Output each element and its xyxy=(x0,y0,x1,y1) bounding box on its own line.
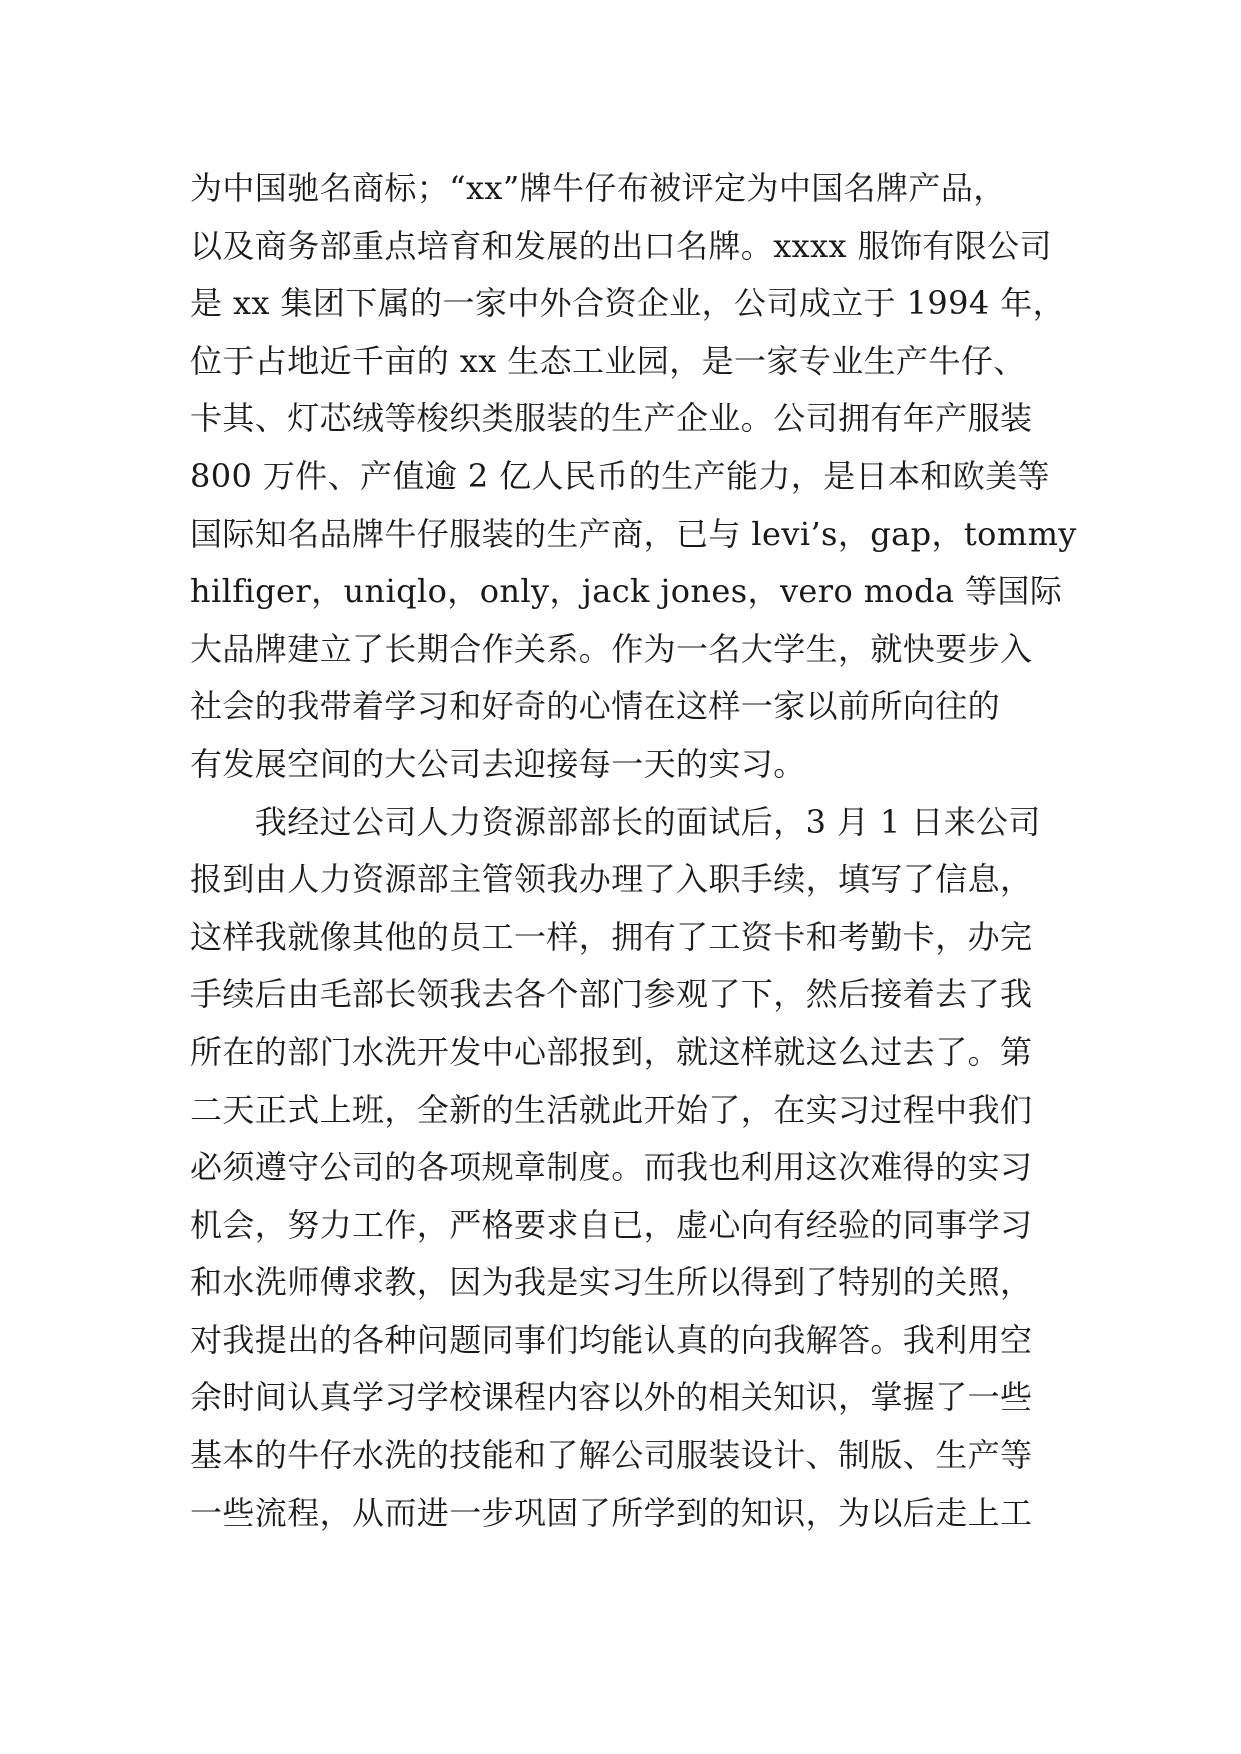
text-line: 必须遵守公司的各项规章制度。而我也利用这次难得的实习 xyxy=(190,1148,1033,1187)
text-line: 余时间认真学习学校课程内容以外的相关知识，掌握了一些 xyxy=(190,1378,1033,1417)
text-line: 所在的部门水洗开发中心部报到，就这样就这么过去了。第 xyxy=(190,1032,1033,1071)
text-line: hilfiger，uniqlo，only，jack jones，vero moda 等国际 xyxy=(190,572,1063,611)
text-line: 这样我就像其他的员工一样，拥有了工资卡和考勤卡，办完 xyxy=(190,917,1033,956)
text-line: 卡其、灯芯绒等梭织类服装的生产企业。公司拥有年产服装 xyxy=(190,399,1033,438)
text-line: 社会的我带着学习和好奇的心情在这样一家以前所向往的 xyxy=(190,687,1001,726)
text-line: 手续后由毛部长领我去各个部门参观了下，然后接着去了我 xyxy=(190,975,1033,1014)
text-line: 基本的牛仔水洗的技能和了解公司服装设计、制版、生产等 xyxy=(190,1436,1033,1475)
text-line: 大品牌建立了长期合作关系。作为一名大学生，就快要步入 xyxy=(190,629,1033,668)
text-line: 有发展空间的大公司去迎接每一天的实习。 xyxy=(190,744,806,783)
paragraph-start-line: 我经过公司人力资源部部长的面试后，3 月 1 日来公司 xyxy=(190,802,1041,841)
text-line: 为中国驰名商标；“xx”牌牛仔布被评定为中国名牌产品， xyxy=(190,169,1006,207)
text-line: 国际知名品牌牛仔服装的生产商，已与 levi’s，gap，tommy xyxy=(190,514,1077,553)
text-line: 对我提出的各种问题同事们均能认真的向我解答。我利用空 xyxy=(190,1320,1033,1359)
text-line: 一些流程，从而进一步巩固了所学到的知识，为以后走上工 xyxy=(190,1493,1033,1532)
text-line: 报到由人力资源部主管领我办理了入职手续，填写了信息， xyxy=(190,860,1033,899)
text-line: 是 xx 集团下属的一家中外合资企业，公司成立于 1994 年， xyxy=(190,284,1066,323)
text-line: 以及商务部重点培育和发展的出口名牌。xxxx 服饰有限公司 xyxy=(190,226,1052,265)
text-line: 和水洗师傅求教，因为我是实习生所以得到了特别的关照， xyxy=(190,1263,1033,1302)
text-line: 位于占地近千亩的 xx 生态工业园，是一家专业生产牛仔、 xyxy=(190,341,1026,380)
text-line: 机会，努力工作，严格要求自已，虚心向有经验的同事学习 xyxy=(190,1205,1033,1244)
text-line: 800 万件、产值逾 2 亿人民币的生产能力，是日本和欧美等 xyxy=(190,456,1050,495)
body-text xyxy=(190,160,1077,1542)
text-line: 二天正式上班，全新的生活就此开始了，在实习过程中我们 xyxy=(190,1090,1033,1129)
